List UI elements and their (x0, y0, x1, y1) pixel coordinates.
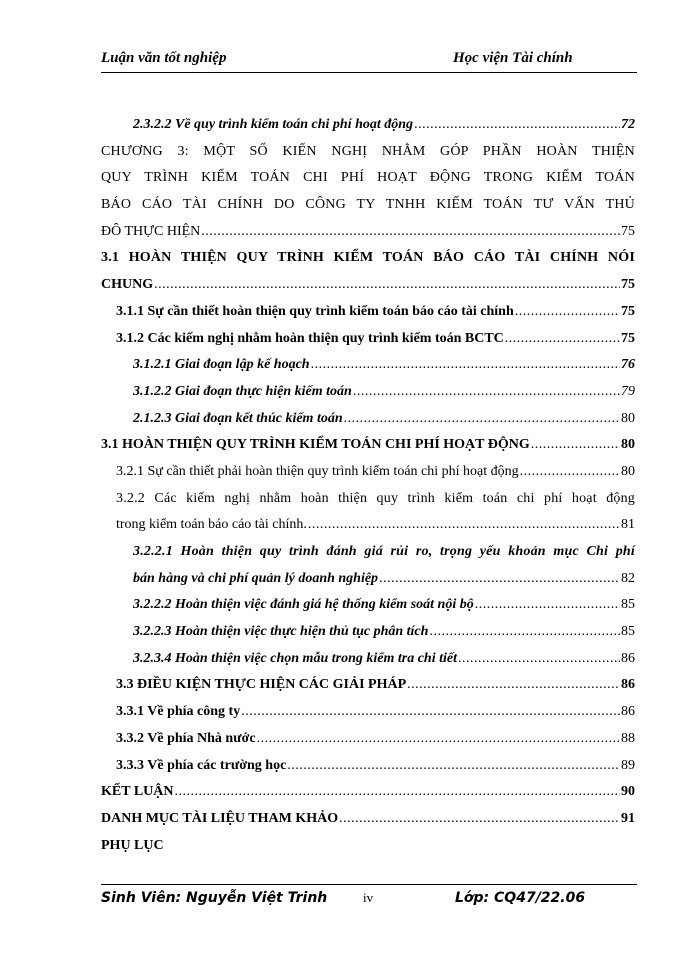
toc-entry-3-2-2-1[interactable]: bán hàng và chi phí quản lý doanh nghiệp ..... 82 (101, 566, 635, 593)
header-right: Học viện Tài chính (453, 50, 573, 66)
toc-section-3-2-2-line1: 3.2.2 Các kiếm nghị nhằm hoàn thiện quy trình kiểm toán chi phí hoạt động (116, 490, 635, 506)
toc-section-3-1-line1: 3.1 HOÀN THIỆN QUY TRÌNH KIỂM TOÁN BÁO CÁO TÀI CHÍNH NÓI (101, 250, 635, 266)
toc-entry-phu-luc[interactable]: PHỤ LỤC (101, 837, 164, 853)
table-of-contents (101, 112, 635, 859)
toc-section-3-2-2-1-line1: 3.2.2.1 Hoàn thiện quy trình đánh giá rủi ro, trọng yếu khoản mục Chi phí (133, 544, 635, 559)
toc-entry-3-2-2-3[interactable]: 3.2.2.3 Hoàn thiện việc thực hiện thủ tục phân tích ..... 85 (101, 619, 635, 646)
toc-entry-3-3-1[interactable]: 3.3.1 Về phía công ty ..... 86 (101, 699, 635, 726)
toc-entry-3-2-2[interactable]: trong kiểm toán báo cáo tài chính. ..... 81 (101, 512, 635, 539)
toc-entry-3-3-3[interactable]: 3.3.3 Về phía các trường học ..... 89 (101, 753, 635, 780)
toc-entry-3-1-1[interactable]: 3.1.1 Sự cần thiết hoàn thiện quy trình kiểm toán báo cáo tài chính ..... 75 (101, 299, 635, 326)
toc-chapter-3-line1: CHƯƠNG 3: MỘT SỐ KIẾN NGHỊ NHẰM GÓP PHẦN HOÀN THIỆN (101, 143, 635, 159)
header-left: Luận văn tốt nghiệp (101, 50, 227, 66)
toc-entry-tai-lieu-tham-khao[interactable]: DANH MỤC TÀI LIỆU THAM KHẢO ..... 91 (101, 806, 635, 833)
footer-rule (101, 884, 637, 885)
footer-student-name: Sinh Viên: Nguyễn Việt Trinh (101, 890, 328, 906)
toc-entry-3-1[interactable]: CHUNG ..... 75 (101, 272, 635, 299)
toc-entry-2-3-2-2[interactable]: 2.3.2.2 Về quy trình kiểm toán chi phí hoạt động ..... 72 (101, 112, 635, 139)
toc-entry-3-1-chi-phi[interactable]: 3.1 HOÀN THIỆN QUY TRÌNH KIỂM TOÁN CHI PHÍ HOẠT ĐỘNG ..... 80 (101, 432, 635, 459)
toc-entry-3-3[interactable]: 3.3 ĐIỀU KIỆN THỰC HIỆN CÁC GIẢI PHÁP ..... 86 (101, 672, 635, 699)
toc-entry-3-3-2[interactable]: 3.3.2 Về phía Nhà nước ..... 88 (101, 726, 635, 753)
toc-entry-3-2-1[interactable]: 3.2.1 Sự cần thiết phải hoàn thiện quy trình kiểm toán chi phí hoạt động ..... 80 (101, 459, 635, 486)
toc-entry-3-1-2-1[interactable]: 3.1.2.1 Giai đoạn lập kế hoạch ..... 76 (101, 352, 635, 379)
toc-chapter-3-line3: BÁO CÁO TÀI CHÍNH DO CÔNG TY TNHH KIỂM TOÁN TƯ VẤN THỦ (101, 197, 635, 213)
toc-chapter-3-line2: QUY TRÌNH KIỂM TOÁN CHI PHÍ HOẠT ĐỘNG TRONG KIỂM TOÁN (101, 170, 635, 186)
footer-class: Lớp: CQ47/22.06 (455, 890, 586, 906)
toc-entry-3-2-2-2[interactable]: 3.2.2.2 Hoàn thiện việc đánh giá hệ thống kiểm soát nội bộ ..... 85 (101, 592, 635, 619)
toc-entry-3-2-3-4[interactable]: 3.2.3.4 Hoàn thiện việc chọn mẫu trong kiểm tra chi tiết ..... 86 (101, 646, 635, 673)
toc-entry-ket-luan[interactable]: KẾT LUẬN ..... 90 (101, 779, 635, 806)
toc-entry-3-1-2[interactable]: 3.1.2 Các kiếm nghị nhằm hoàn thiện quy trình kiểm toán BCTC ..... 75 (101, 326, 635, 353)
toc-entry-chapter-3[interactable]: ĐÔ THỰC HIỆN ..... 75 (101, 219, 635, 246)
footer-page-number: iv (363, 890, 374, 905)
toc-entry-3-1-2-2[interactable]: 3.1.2.2 Giai đoạn thực hiện kiểm toán ..... 79 (101, 379, 635, 406)
header-rule (101, 72, 637, 73)
page-header (101, 50, 637, 72)
toc-entry-2-1-2-3[interactable]: 2.1.2.3 Giai đoạn kết thúc kiểm toán ..... 80 (101, 406, 635, 433)
